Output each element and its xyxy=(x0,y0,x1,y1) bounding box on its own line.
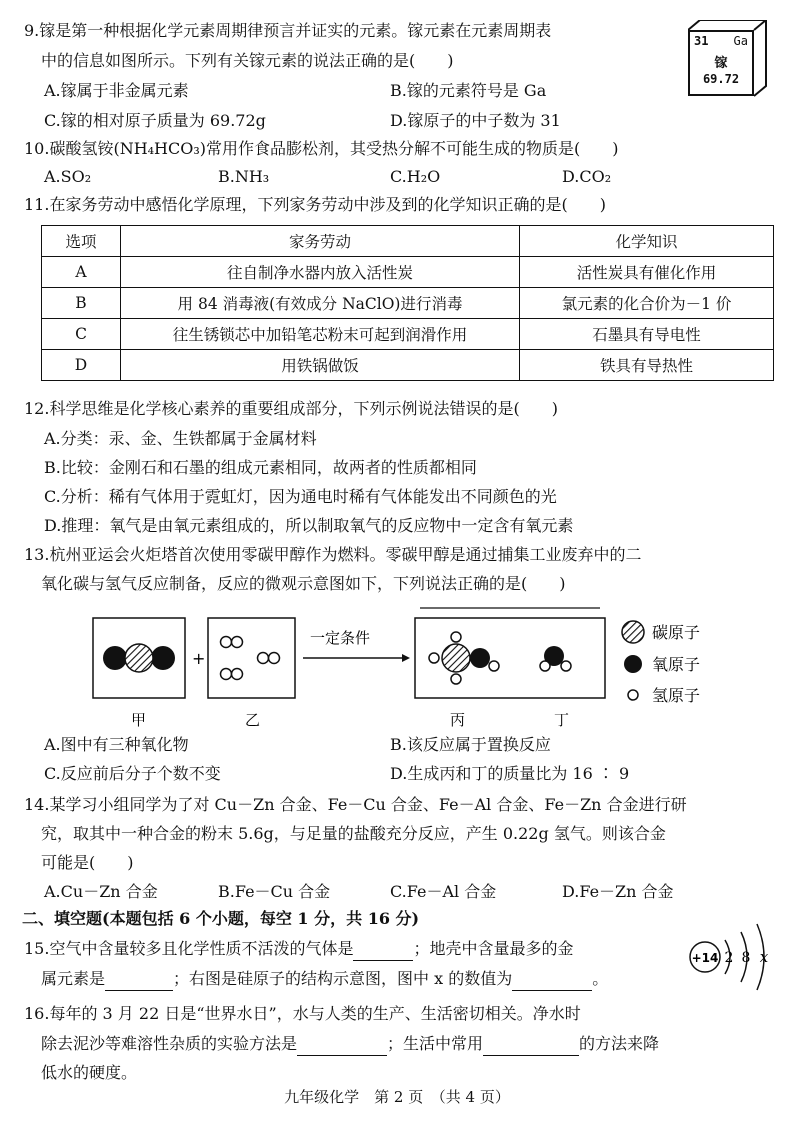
label-yi: 乙 xyxy=(245,711,261,729)
q16-text-c: 的方法来降 xyxy=(579,1034,660,1053)
nucleus-charge: +14 xyxy=(691,951,719,965)
q12-option-c: C.分析：稀有气体用于霓虹灯，因为通电时稀有气体能发出不同颜色的光 xyxy=(44,487,557,506)
q15-line1 xyxy=(24,938,573,961)
q13-option-b: B.该反应属于置换反应 xyxy=(390,735,551,754)
shell-count-3: x xyxy=(759,948,769,966)
q15-text-c: 属元素是 xyxy=(41,969,106,988)
legend xyxy=(622,621,700,705)
q9-option-c: C.镓的相对原子质量为 69.72g xyxy=(44,111,266,130)
methanol-molecule-icon xyxy=(429,632,499,684)
header-knowledge: 化学知识 xyxy=(520,226,774,257)
table-cell: B xyxy=(42,288,121,319)
q15-line2 xyxy=(41,968,608,991)
q9-stem-line1: 9.镓是第一种根据化学元素周期律预言并证实的元素。镓元素在元素周期表 xyxy=(24,21,552,40)
hydrogen-atom-icon xyxy=(628,690,638,700)
reaction-condition: 一定条件 xyxy=(310,629,371,647)
q11-stem: 11.在家务劳动中感悟化学原理，下列家务劳动中涉及到的化学知识正确的是( ) xyxy=(24,195,606,214)
q9-option-a: A.镓属于非金属元素 xyxy=(44,81,189,100)
shell-count-1: 2 xyxy=(724,950,734,966)
carbon-atom-icon xyxy=(622,621,644,643)
q13-stem-line1: 13.杭州亚运会火炬塔首次使用零碳甲醇作为燃料。零碳甲醇是通过捕集工业废弃中的二 xyxy=(24,545,642,564)
q11-table xyxy=(41,225,774,381)
table-cell: 活性炭具有催化作用 xyxy=(520,257,774,288)
table-row xyxy=(42,257,774,288)
q12-option-d: D.推理：氧气是由氧元素组成的，所以制取氧气的反应物中一定含有氧元素 xyxy=(44,516,574,535)
q16-line1: 16.每年的 3 月 22 日是“世界水日”，水与人类的生产、生活密切相关。净水时 xyxy=(24,1004,581,1023)
legend-carbon: 碳原子 xyxy=(652,623,701,642)
q15-text-b: ；地壳中含量最多的金 xyxy=(413,939,574,958)
table-row xyxy=(42,319,774,350)
q9-stem-line2: 中的信息如图所示。下列有关镓元素的说法正确的是( ) xyxy=(41,51,454,70)
header-option: 选项 xyxy=(42,226,121,257)
q14-stem-line1: 14.某学习小组同学为了对 Cu－Zn 合金、Fe－Cu 合金、Fe－Al 合金、Fe－Zn 合金进行研 xyxy=(24,795,687,814)
q14-stem-line3: 可能是( ) xyxy=(41,853,134,872)
atomic-number: 31 xyxy=(694,34,709,48)
q14-option-b: B.Fe－Cu 合金 xyxy=(218,882,331,901)
element-name: 镓 xyxy=(714,56,728,71)
q12-stem: 12.科学思维是化学核心素养的重要组成部分，下列示例说法错误的是( ) xyxy=(24,399,558,418)
reaction-microscopic-diagram xyxy=(0,600,794,740)
header-housework: 家务劳动 xyxy=(121,226,520,257)
legend-hydrogen: 氢原子 xyxy=(652,686,701,705)
q15-blank-2[interactable] xyxy=(105,968,173,991)
q13-option-a: A.图中有三种氧化物 xyxy=(44,735,189,754)
label-ding: 丁 xyxy=(554,711,570,729)
table-cell: 往生锈锁芯中加铅笔芯粉末可起到润滑作用 xyxy=(121,319,520,350)
label-jia: 甲 xyxy=(131,711,147,729)
q16-line2 xyxy=(41,1033,659,1056)
q13-stem-line2: 氧化碳与氢气反应制备，反应的微观示意图如下，下列说法正确的是( ) xyxy=(41,574,566,593)
q16-text-a: 除去泥沙等难溶性杂质的实验方法是 xyxy=(41,1034,298,1053)
q14-stem-line2: 究，取其中一种合金的粉末 5.6g，与足量的盐酸充分反应，产生 0.22g 氢气。则该合金 xyxy=(41,824,666,843)
q15-blank-1[interactable] xyxy=(353,938,413,961)
q16-blank-2[interactable] xyxy=(483,1033,579,1056)
table-cell: A xyxy=(42,257,121,288)
element-symbol: Ga xyxy=(733,34,748,48)
table-row xyxy=(42,350,774,381)
table-cell: 往自制净水器内放入活性炭 xyxy=(121,257,520,288)
oxygen-atom-icon xyxy=(624,655,642,673)
q10-option-d: D.CO₂ xyxy=(562,167,612,186)
element-card-face xyxy=(688,30,754,96)
q12-option-a: A.分类：汞、金、生铁都属于金属材料 xyxy=(44,429,317,448)
q10-option-c: C.H₂O xyxy=(390,167,441,186)
table-cell: D xyxy=(42,350,121,381)
q13-option-c: C.反应前后分子个数不变 xyxy=(44,764,221,783)
legend-oxygen: 氧原子 xyxy=(652,655,701,674)
box-yi xyxy=(208,618,295,698)
co2-molecule-icon xyxy=(103,644,175,672)
q15-text-e: 。 xyxy=(592,969,609,988)
q14-option-a: A.Cu－Zn 合金 xyxy=(44,882,158,901)
q9-option-b: B.镓的元素符号是 Ga xyxy=(390,81,547,100)
q14-option-d: D.Fe－Zn 合金 xyxy=(562,882,674,901)
q10-option-a: A.SO₂ xyxy=(44,167,92,186)
q12-option-b: B.比较：金刚石和石墨的组成元素相同，故两者的性质都相同 xyxy=(44,458,477,477)
silicon-atom-structure-diagram xyxy=(687,910,787,1000)
table-cell: 氯元素的化合价为－1 价 xyxy=(520,288,774,319)
table-cell: 用铁锅做饭 xyxy=(121,350,520,381)
table-cell: 铁具有导热性 xyxy=(520,350,774,381)
water-molecule-icon xyxy=(540,646,571,671)
q16-blank-1[interactable] xyxy=(297,1033,387,1056)
table-header-row xyxy=(42,226,774,257)
plus-sign: + xyxy=(192,649,206,668)
q14-option-c: C.Fe－Al 合金 xyxy=(390,882,497,901)
section-2-heading: 二、填空题(本题包括 6 个小题，每空 1 分，共 16 分) xyxy=(22,909,420,928)
q13-option-d: D.生成丙和丁的质量比为 16 ∶ 9 xyxy=(390,764,630,783)
table-cell: C xyxy=(42,319,121,350)
shell-count-2: 8 xyxy=(741,950,751,966)
h2-molecules-icon xyxy=(221,637,280,680)
table-cell: 石墨具有导电性 xyxy=(520,319,774,350)
q10-stem: 10.碳酸氢铵(NH₄HCO₃)常用作食品膨松剂，其受热分解不可能生成的物质是( ) xyxy=(24,139,619,158)
q16-text-b: ；生活中常用 xyxy=(387,1034,484,1053)
label-bing: 丙 xyxy=(450,711,466,729)
page-footer: 九年级化学 第 2 页 （共 4 页） xyxy=(284,1088,510,1106)
q15-blank-3[interactable] xyxy=(512,968,592,991)
q15-text-a: 15.空气中含量较多且化学性质不活泼的气体是 xyxy=(24,939,354,958)
arrow-head-icon xyxy=(402,654,410,662)
q10-option-b: B.NH₃ xyxy=(218,167,270,186)
q15-text-d: ；右图是硅原子的结构示意图，图中 x 的数值为 xyxy=(173,969,513,988)
q16-line3: 低水的硬度。 xyxy=(41,1063,138,1082)
table-cell: 用 84 消毒液(有效成分 NaClO)进行消毒 xyxy=(121,288,520,319)
atomic-mass: 69.72 xyxy=(702,72,740,86)
q9-option-d: D.镓原子的中子数为 31 xyxy=(390,111,561,130)
gallium-element-card xyxy=(688,20,768,100)
table-row xyxy=(42,288,774,319)
